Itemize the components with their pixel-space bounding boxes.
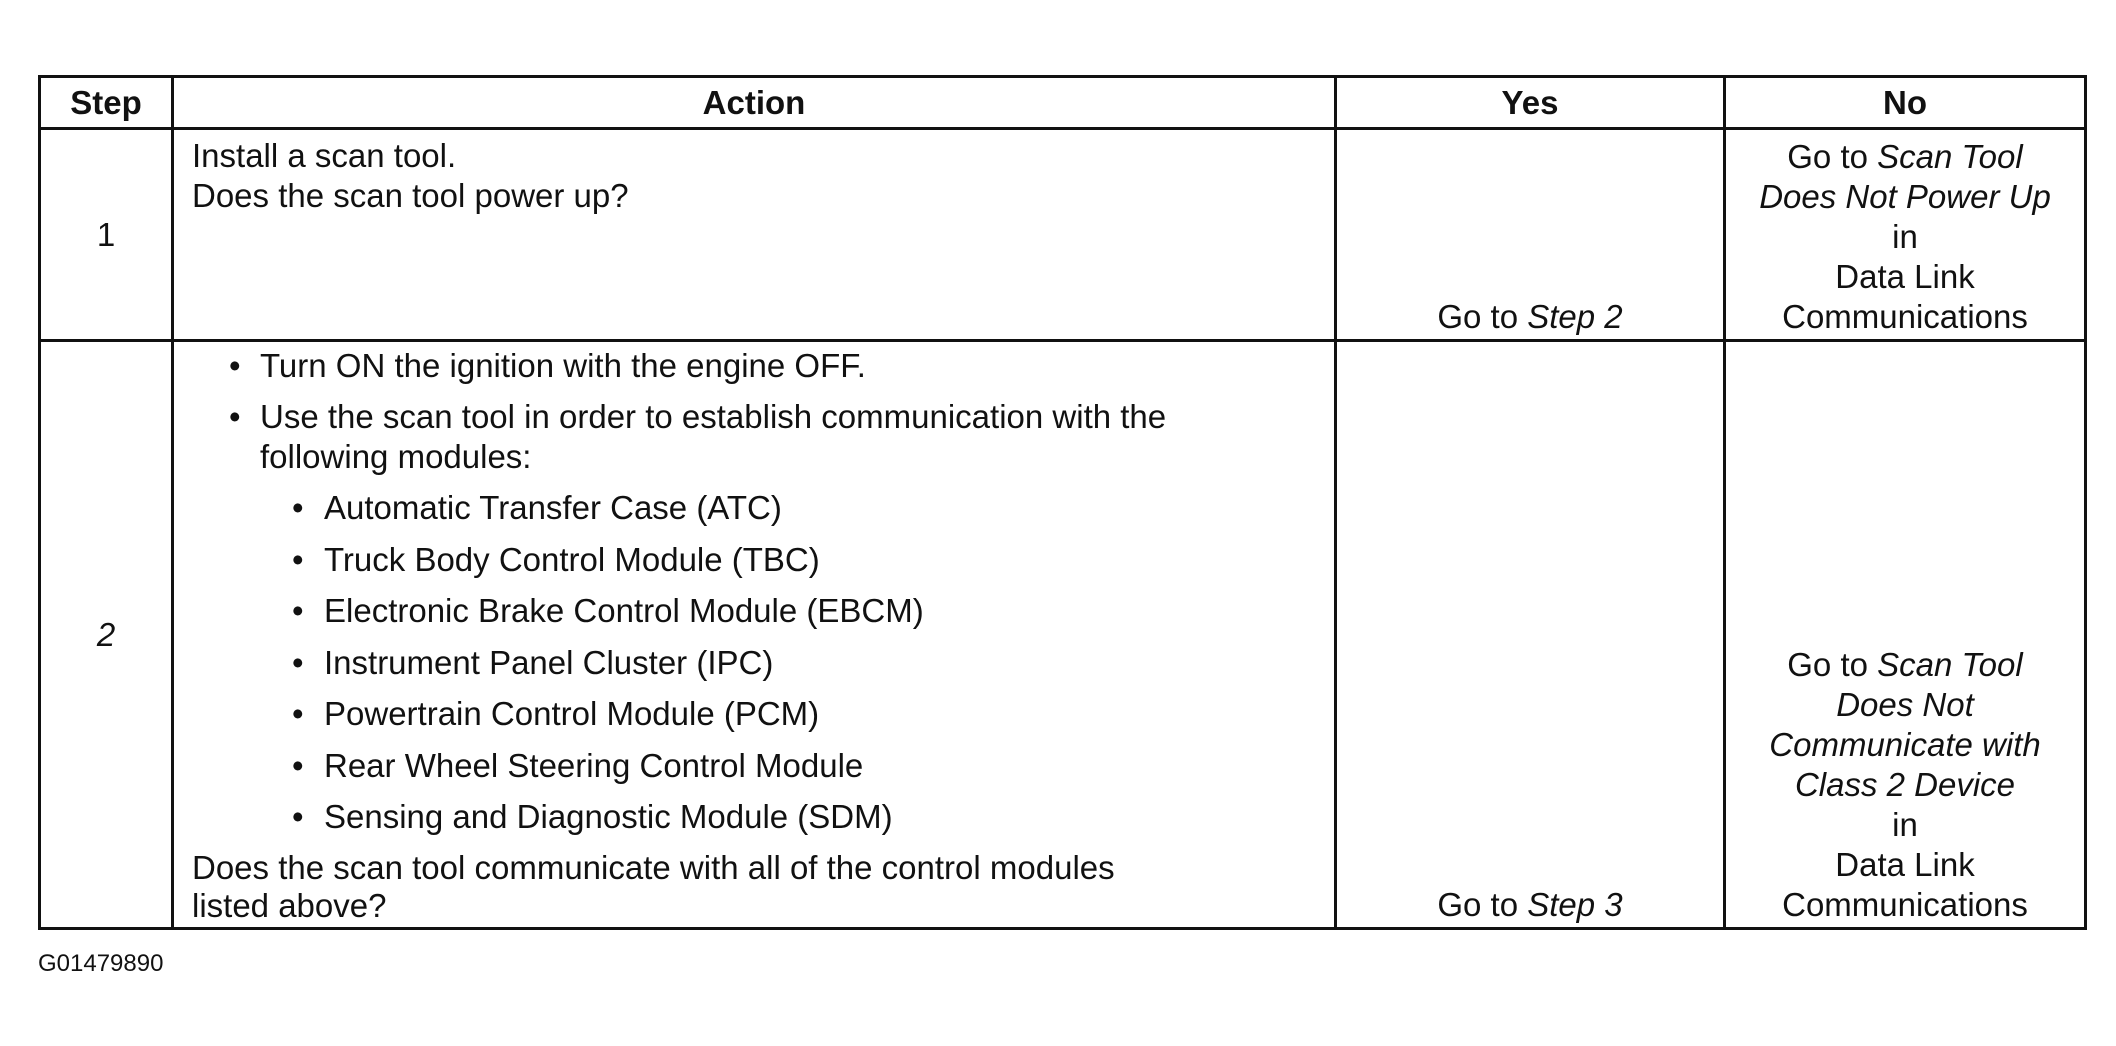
yes-cell (1336, 341, 1725, 929)
no-cell (1725, 129, 2086, 341)
header-step: Step (40, 77, 173, 129)
go-to-prefix: Go to (1437, 886, 1528, 923)
in-text: in (1892, 218, 1918, 255)
module-item: • Electronic Brake Control Module (EBCM) (174, 591, 1334, 631)
section-name: Communications (1782, 886, 2028, 923)
module-item: • Powertrain Control Module (PCM) (174, 694, 1334, 734)
go-to-prefix: Go to (1437, 298, 1528, 335)
module-item: • Sensing and Diagnostic Module (SDM) (174, 797, 1334, 837)
action-cell (173, 341, 1336, 929)
module-item: • Truck Body Control Module (TBC) (174, 540, 1334, 580)
action-question: Does the scan tool power up? (192, 177, 629, 214)
go-to-prefix: Go to (1787, 138, 1878, 175)
step-link[interactable]: Step 3 (1527, 886, 1623, 923)
section-name: Data Link (1835, 846, 1975, 883)
procedure-link[interactable]: Does Not (1836, 686, 1974, 723)
bullet-text-line: • Use the scan tool in order to establish communication with the (260, 398, 1167, 435)
header-yes: Yes (1336, 77, 1725, 129)
no-result (1726, 645, 2084, 927)
yes-cell (1336, 129, 1725, 341)
step-number: 2 (40, 341, 173, 929)
bullet-text-line: following modules: (260, 438, 532, 475)
module-list (174, 488, 1334, 837)
yes-result (1337, 885, 1723, 927)
action-cell (173, 129, 1336, 341)
in-text: in (1892, 806, 1918, 843)
no-result (1726, 137, 2084, 339)
action-bullet (174, 397, 1334, 837)
procedure-link[interactable]: Class 2 Device (1794, 766, 2016, 803)
action-bullet-list (174, 342, 1334, 837)
procedure-link[interactable]: Scan Tool (1877, 646, 2023, 683)
section-name: Data Link (1835, 258, 1975, 295)
no-cell (1725, 341, 2086, 929)
table-row (40, 129, 2086, 341)
procedure-link[interactable]: Does Not Power Up (1759, 178, 2051, 215)
step-link[interactable]: Step 2 (1527, 298, 1623, 335)
action-instruction: Install a scan tool. (192, 137, 457, 174)
header-action: Action (173, 77, 1336, 129)
procedure-link[interactable]: Communicate with (1769, 726, 2041, 763)
step-number: 1 (40, 129, 173, 341)
module-item: • Automatic Transfer Case (ATC) (174, 488, 1334, 528)
table-row (40, 341, 2086, 929)
module-item: • Rear Wheel Steering Control Module (174, 746, 1334, 786)
action-question (192, 849, 1242, 925)
header-row (40, 77, 2086, 129)
header-no: No (1725, 77, 2086, 129)
go-to-prefix: Go to (1787, 646, 1878, 683)
yes-result (1337, 297, 1723, 339)
diagnostic-table (38, 75, 2087, 930)
action-bullet: • Turn ON the ignition with the engine OFF. (174, 346, 1334, 386)
procedure-link[interactable]: Scan Tool (1877, 138, 2023, 175)
question-line: listed above? (192, 887, 387, 924)
section-name: Communications (1782, 298, 2028, 335)
figure-id: G01479890 (38, 950, 164, 977)
question-line: Does the scan tool communicate with all of the control modules (192, 849, 1115, 886)
module-item: • Instrument Panel Cluster (IPC) (174, 643, 1334, 683)
